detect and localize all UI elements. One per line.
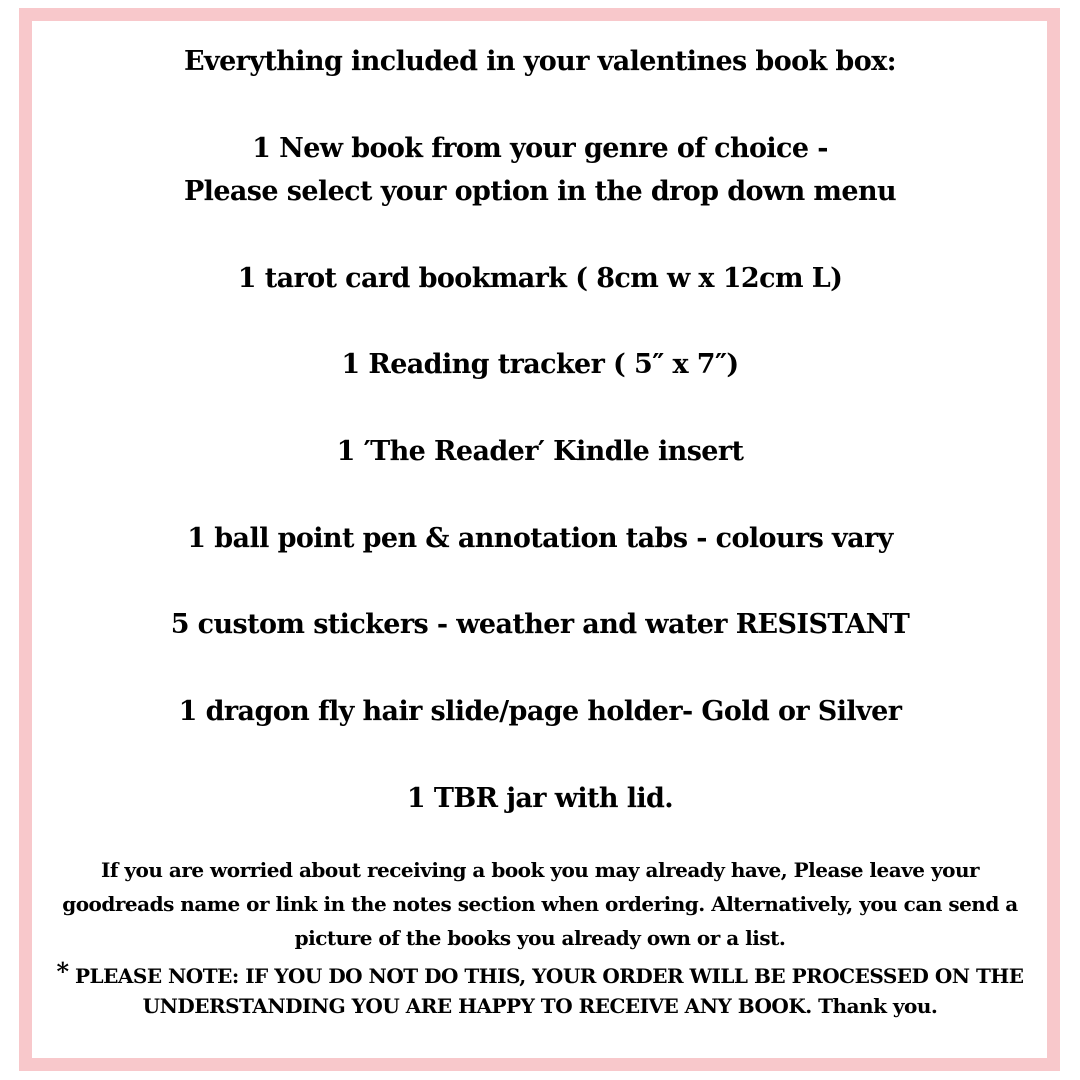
item-hair-slide: 1 dragon fly hair slide/page holder- Gold or Silver [178,696,902,727]
heading: Everything included in your valentines book box: [184,46,896,77]
item-new-book-line1: 1 New book from your genre of choice - [252,133,828,164]
item-new-book-line2: Please select your option in the drop down menu [183,176,897,207]
note-line1: If you are worried about receiving a book you may already have, Please leave your [100,858,980,882]
item-tbr-jar: 1 TBR jar with lid. [406,783,674,814]
warning-text-line1: PLEASE NOTE: IF YOU DO NOT DO THIS, YOUR ORDER WILL BE PROCESSED ON THE [68,964,1024,988]
note-line2: goodreads name or link in the notes section when ordering. Alternatively, you can send a [62,892,1018,916]
item-tarot-bookmark: 1 tarot card bookmark ( 8cm w x 12cm L) [237,263,843,294]
item-reading-tracker: 1 Reading tracker ( 5″ x 7″) [341,349,739,380]
note-line3: picture of the books you already own or a list. [294,926,786,950]
asterisk-mark: * [56,957,69,986]
item-stickers: 5 custom stickers - weather and water RESISTANT [170,609,910,640]
item-pen-tabs: 1 ball point pen & annotation tabs - colours vary [187,523,893,554]
item-kindle-insert: 1 ′The Reader′ Kindle insert [336,436,744,467]
warning-line2: UNDERSTANDING YOU ARE HAPPY TO RECEIVE ANY BOOK. Thank you. [142,994,938,1018]
warning-line1 [0,955,1080,993]
